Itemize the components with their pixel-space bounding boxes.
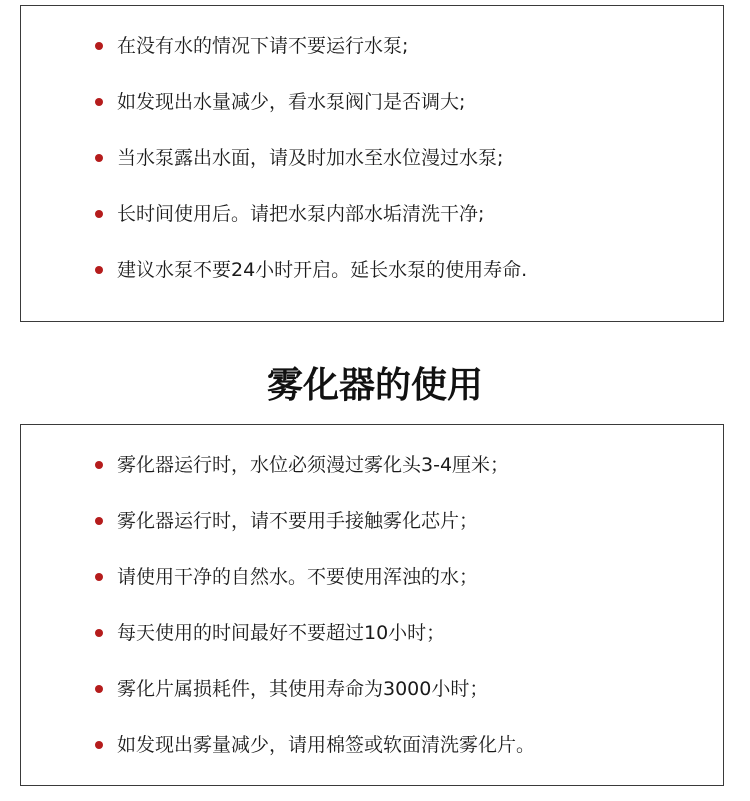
list-item	[95, 31, 527, 61]
list-item	[95, 87, 527, 117]
atomizer-section-title: 雾化器的使用	[266, 365, 483, 406]
list-item-text: 当水泵露出水面，请及时加水至水位漫过水泵;	[117, 147, 504, 169]
bullet-dot-icon	[95, 573, 103, 581]
list-item-text: 每天使用的时间最好不要超过10小时；	[117, 622, 446, 644]
pump-notes-box	[20, 5, 724, 322]
list-item-text: 雾化器运行时，请不要用手接触雾化芯片；	[117, 510, 479, 532]
list-item	[95, 143, 527, 173]
bullet-dot-icon	[95, 210, 103, 218]
list-item	[95, 506, 535, 536]
list-item-text: 如发现出雾量减少，请用棉签或软面清洗雾化片。	[117, 734, 536, 756]
bullet-dot-icon	[95, 517, 103, 525]
list-item-text: 雾化片属损耗件，其使用寿命为3000小时；	[117, 678, 489, 700]
list-item	[95, 730, 535, 760]
list-item	[95, 674, 535, 704]
atomizer-notes-box	[20, 424, 724, 786]
list-item	[95, 618, 535, 648]
bullet-dot-icon	[95, 42, 103, 50]
pump-notes-list	[95, 31, 527, 311]
list-item	[95, 255, 527, 285]
list-item-text: 长时间使用后。请把水泵内部水垢清洗干净;	[117, 203, 485, 225]
bullet-dot-icon	[95, 685, 103, 693]
atomizer-notes-list	[95, 450, 535, 786]
list-item-text: 如发现出水量减少，看水泵阀门是否调大;	[117, 91, 466, 113]
bullet-dot-icon	[95, 154, 103, 162]
list-item-text: 请使用干净的自然水。不要使用浑浊的水；	[117, 566, 479, 588]
bullet-dot-icon	[95, 98, 103, 106]
bullet-dot-icon	[95, 266, 103, 274]
list-item	[95, 562, 535, 592]
bullet-dot-icon	[95, 629, 103, 637]
list-item	[95, 199, 527, 229]
list-item-text: 雾化器运行时，水位必须漫过雾化头3-4厘米；	[117, 454, 510, 476]
list-item	[95, 450, 535, 480]
bullet-dot-icon	[95, 741, 103, 749]
bullet-dot-icon	[95, 461, 103, 469]
list-item-text: 在没有水的情况下请不要运行水泵;	[117, 35, 409, 57]
list-item-text: 建议水泵不要24小时开启。延长水泵的使用寿命.	[117, 259, 528, 281]
